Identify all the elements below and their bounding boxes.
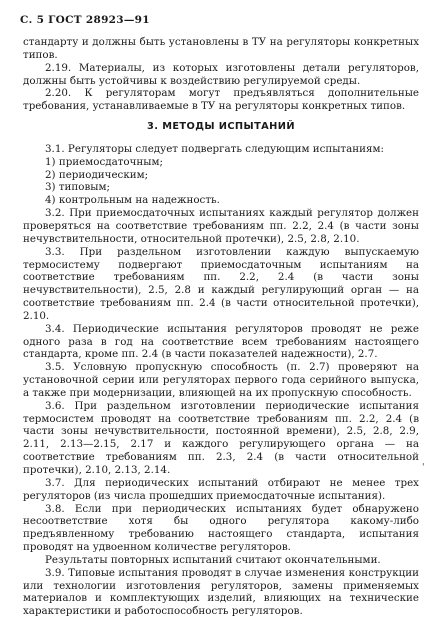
paragraph-2-19: 2.19. Материалы, из которых изготовлены детали регуляторов, должны быть устойчивы к воздействию регулируемой среды. [23,61,419,87]
paragraph-results: Результаты повторных испытаний считают окончательными. [45,553,381,566]
list-item-4: 4) контрольным на надежность. [45,194,220,207]
paragraph-3-8: 3.8. Если при периодических испытаниях будет обнаружено несоответствие хотя бы одного регулятора какому-либо предъявленному требованию настоящего стандарта, испытания проводят на удвоенном количестве регуляторов. [23,502,419,554]
paragraph-3-4: 3.4. Периодические испытания регуляторов проводят не реже одного раза в год на соответствие всем требованиям настоящего стандарта, кроме пп. 2.4 (в части показателей надежности), 2.7. [23,322,419,361]
list-item-3: 3) типовым; [45,181,110,194]
paragraph-3-3: 3.3. При раздельном изготовлении каждую выпускаемую термосистему подвергают приемосдаточным испытаниям на соответствие требованиям пп. 2.2, 2.4 (в части зоны нечувствительности), 2.5, 2.8 и каждый регулирующий орган — на соответствие требованиям пп. 2.4 (в части относительной протечки), 2.10. [23,245,419,322]
paragraph-3-7: 3.7. Для периодических испытаний отбирают не менее трех регуляторов (из числа прошедших приемосдаточные испытания). [23,476,419,502]
paragraph-3-5: 3.5. Условную пропускную способность (п. 2.7) проверяют на установочной серии или регуляторах первого года серийного выпуска, а также при модернизации, влияющей на их пропускную способность. [23,361,419,399]
margin-mark: ' [422,463,425,473]
page-header: С. 5 ГОСТ 28923—91 [20,14,150,26]
body-text [23,36,419,618]
list-item-1: 1) приемосдаточным; [45,155,163,168]
paragraph-3-9: 3.9. Типовые испытания проводят в случае изменения конструкции или технологии изготовления регуляторов, замены применяемых материалов и комплектующих изделий, влияющих на технические характеристики и работоспособность регуляторов. [23,566,419,618]
paragraph-3-2: 3.2. При приемосдаточных испытаниях каждый регулятор должен проверяться на соответствие требованиям пп. 2.2, 2.4 (в части зоны нечувствительности, относительной протечки), 2.5, 2.8, 2.10. [23,207,419,245]
paragraph-2-20: 2.20. К регуляторам могут предъявляться дополнительные требования, устанавливаемые в ТУ на регуляторы конкретных типов. [23,87,419,113]
section-heading: 3. МЕТОДЫ ИСПЫТАНИЙ [147,121,295,133]
paragraph-intro: стандарту и должны быть установлены в ТУ на регуляторы конкретных типов. [23,36,419,61]
paragraph-3-6: 3.6. При раздельном изготовлении периодические испытания термосистем проводят на соответствие требованиям пп. 2.2, 2.4 (в части зоны нечувствительности, постоянной времени), 2.5, 2.8, 2.9, 2.11, 2.13—2.15, 2.17 и каждого регулирующего органа — на соответствие требованиям пп. 2.3, 2.4 (в части относительной протечки), 2.10, 2.13, 2.14. [23,399,419,476]
list-item-2: 2) периодическим; [45,168,149,181]
paragraph-3-1: 3.1. Регуляторы следует подвергать следующим испытаниям: [45,142,384,155]
